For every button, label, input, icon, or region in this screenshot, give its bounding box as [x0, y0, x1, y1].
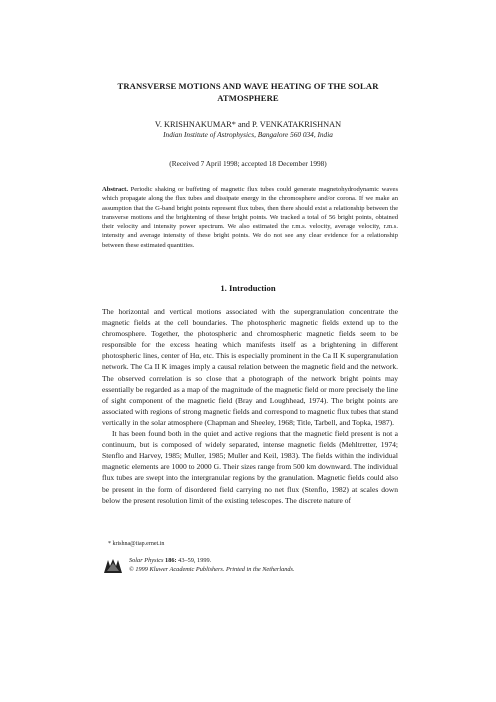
journal-pages: 43–59, 1999. — [176, 557, 212, 564]
publisher-logo-icon — [103, 558, 123, 575]
footnote: * krishna@iiap.ernet.in — [108, 541, 165, 547]
journal-volume: 186: — [165, 557, 177, 564]
received-dates: (Received 7 April 1998; accepted 18 December 1998) — [169, 159, 327, 168]
journal-name: Solar Physics — [129, 557, 164, 564]
paragraph-2: It has been found both in the quiet and active regions that the magnetic field present is not a continuum, but is composed of widely separated, intense magnetic fields (Mehltretter, 1974; Stenflo and Harvey, 1985; Muller, 1985; Muller and Keil, 1983). The fields within the individual magnetic elements are 1000 to 2000 G. Their sizes range from 500 km downward. The individual flux tubes are swept into the intergranular regions by the granulation. Magnetic fields could also be present in the form of disordered field carrying no net flux (Stenflo, 1982) at scales down below the present resolution limit of the existing telescopes. The discrete nature of — [102, 429, 398, 505]
authors: V. KRISHNAKUMAR* and P. VENKATAKRISHNAN — [154, 120, 342, 129]
abstract — [102, 185, 398, 250]
abstract-label: Abstract. — [102, 186, 128, 193]
body-text — [102, 306, 398, 506]
paper-title — [60, 80, 436, 104]
paragraph-1: The horizontal and vertical motions associated with the supergranulation concentrate the magnetic fields at the cell boundaries. The photospheric magnetic fields extend up to the chromosphere. Together, the photospheric and chromospheric magnetic fields seem to be responsible for the excess heating which manifests itself as a brightening in different photospheric lines, center of Hα, etc. This is especially prominent in the Ca II K supergranulation network. The Ca II K images imply a causal relation between the magnetic field and the network. The observed correlation is so close that a photograph of the network bright points may essentially be regarded as a map of the magnitude of the magnetic field or more precisely the line of sight component of the magnetic field (Bray and Loughhead, 1974). The bright points are associated with regions of strong magnetic fields and correspond to magnetic flux tubes that stand vertically in the solar atmosphere (Chapman and Sheeley, 1968; Title, Tarbell, and Topka, 1987). — [102, 307, 398, 427]
publisher-line: © 1999 Kluwer Academic Publishers. Printed in the Netherlands. — [129, 565, 295, 573]
citation-line — [129, 557, 295, 566]
section-heading: 1. Introduction — [220, 283, 276, 293]
title-line-2: ATMOSPHERE — [217, 93, 279, 103]
publication-info — [129, 557, 295, 574]
affiliation: Indian Institute of Astrophysics, Bangalore 560 034, India — [163, 130, 333, 139]
title-line-1: TRANSVERSE MOTIONS AND WAVE HEATING OF THE SOLAR — [117, 81, 379, 91]
abstract-text: Periodic shaking or buffeting of magnetic flux tubes could generate magnetohydrodynamic waves which propagate along the flux tubes and dissipate energy in the chromosphere and/or corona. If we make an assumption that the G-band bright points represent flux tubes, then there should exist a relationship between the transverse motions and the brightening of these bright points. We tracked a total of 56 bright points, obtained their velocity and intensity power spectrum. We also estimated the r.m.s. velocity, average velocity, r.m.s. intensity and average intensity of these bright points. We do not see any clear evidence for a relationship between these estimated quantities. — [102, 186, 398, 249]
